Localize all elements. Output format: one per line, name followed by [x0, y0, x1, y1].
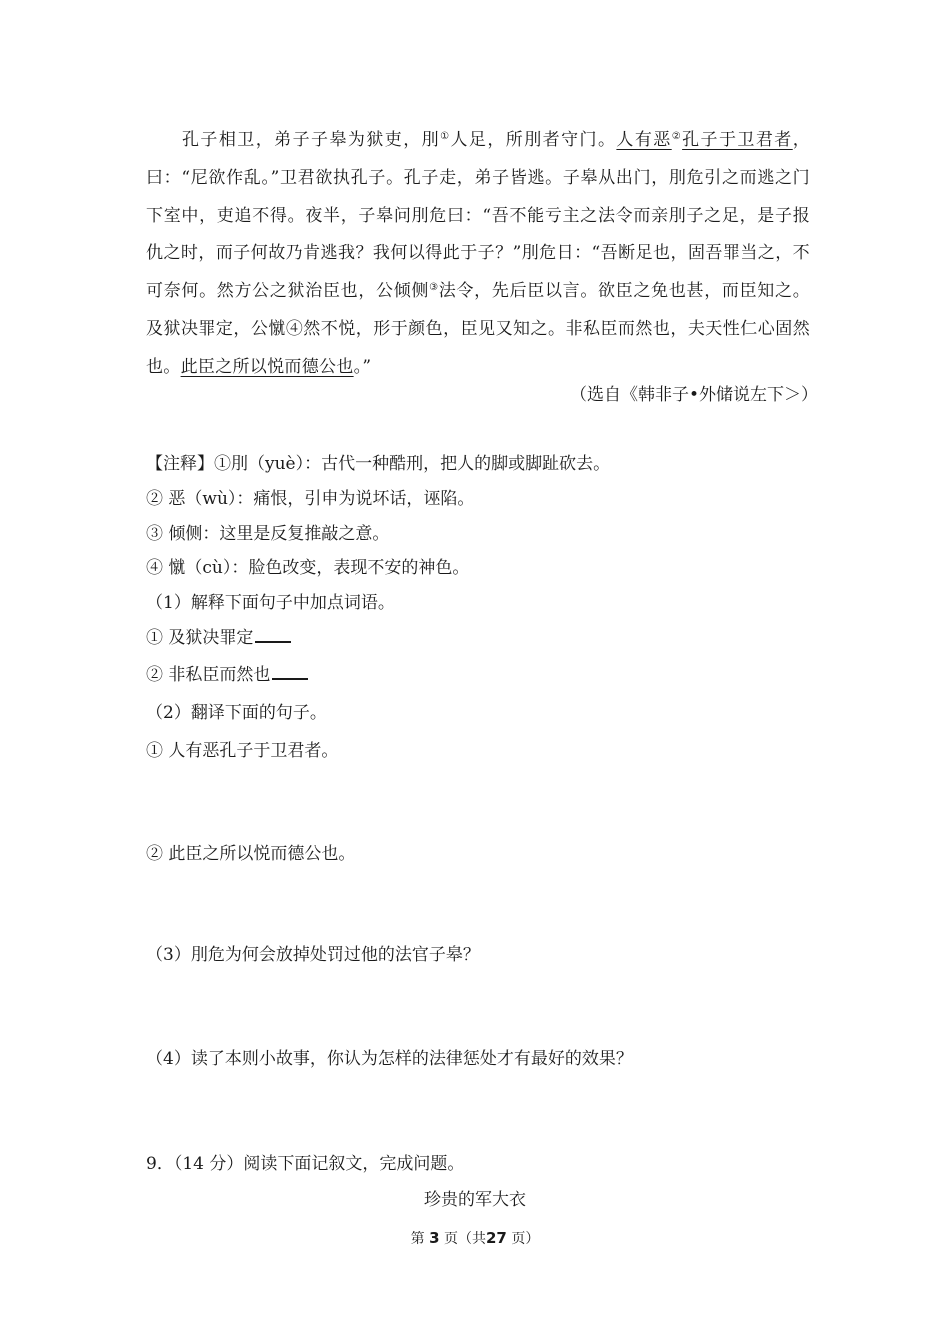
question-1a-text: ① 及狱决罪定 [146, 628, 254, 648]
question-2b: ② 此臣之所以悦而德公也。 [146, 844, 356, 864]
passage-paragraph [146, 122, 810, 387]
passage-text: 孔子相卫，弟子子皋为狱吏，刖 [182, 130, 441, 150]
footnote-marker: ② [671, 131, 683, 142]
underlined-sentence-part: 孔子于卫君者 [682, 130, 793, 150]
page-number: 3 [429, 1229, 440, 1247]
passage-text: 。” [353, 356, 372, 377]
passage-text: 人足，所刖者守门。 [450, 130, 617, 150]
underlined-sentence: 此臣之所以悦而德公也 [180, 356, 354, 377]
question-1: （1）解释下面句子中加点词语。 [146, 593, 395, 613]
question-1b-text: ② 非私臣而然也 [146, 665, 271, 685]
footer-text: 第 [410, 1231, 425, 1247]
question-1a [146, 625, 291, 651]
classical-passage [146, 122, 810, 387]
note-3: ③ 倾侧：这里是反复推敲之意。 [146, 524, 390, 544]
answer-blank[interactable] [272, 662, 308, 680]
passage-text: ，曰：“尼欲作乱。”卫君欲执孔子。孔子走，弟子皆逃。子皋从出门，刖危引之而逃之门下室中，吏追不得。夜半，子皋问刖危曰：“吾不能亏主之法令而亲刖子之足，是子报仇之时，而子何故乃肯逃我？我何以得此于子？”刖危日：“吾断足也，固吾罪当之，不可奈何。然方公之狱治臣也，公倾侧 [146, 130, 811, 302]
question-9-heading: 9．（14 分）阅读下面记叙文，完成问题。 [146, 1154, 465, 1174]
underlined-sentence-part: 人有恶 [616, 130, 672, 150]
essay-title: 珍贵的军大衣 [424, 1190, 526, 1210]
footnote-marker: ① [440, 131, 451, 142]
note-4: ④ 憱（cù）：脸色改变，表现不安的神色。 [146, 558, 470, 578]
question-1b [146, 662, 308, 688]
footer-text: 页） [511, 1231, 540, 1247]
question-3: （3）刖危为何会放掉处罚过他的法官子皋？ [146, 945, 480, 965]
page-footer [0, 1228, 950, 1249]
question-2: （2）翻译下面的句子。 [146, 703, 327, 723]
note-1: 【注释】①刖（yuè）：古代一种酷刑，把人的脚或脚趾砍去。 [146, 454, 611, 474]
question-4: （4）读了本则小故事，你认为怎样的法律惩处才有最好的效果？ [146, 1049, 633, 1069]
footnote-marker: ③ [429, 282, 439, 294]
note-2: ② 恶（wù）：痛恨，引申为说坏话，诬陷。 [146, 489, 475, 509]
passage-source: （选自《韩非子•外储说左下＞） [569, 385, 818, 405]
answer-blank[interactable] [255, 625, 291, 643]
footer-text: 页（共 [444, 1231, 486, 1247]
total-pages: 27 [486, 1229, 507, 1247]
passage-text: 法令，先后臣以言。欲臣之免也甚，而臣知之。及狱决罪定，公憱④然不悦，形于颜色，臣见又知之。非私臣而然也，夫天性仁心固然也。 [146, 281, 810, 377]
question-2a: ① 人有恶孔子于卫君者。 [146, 741, 339, 761]
